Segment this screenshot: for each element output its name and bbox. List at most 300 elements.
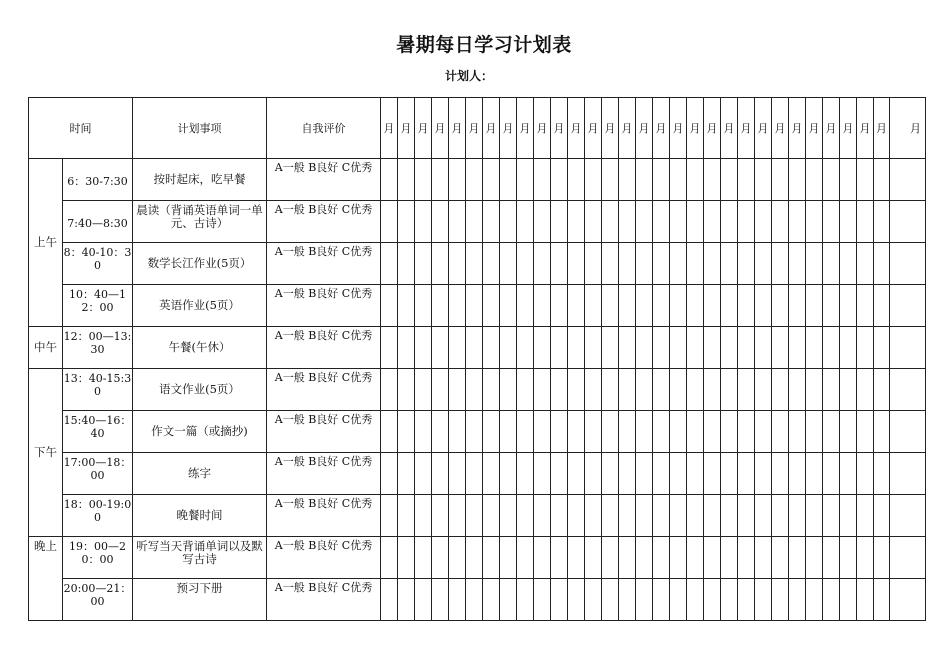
check-cell[interactable] [687,159,704,201]
check-cell[interactable] [874,579,890,621]
check-cell[interactable] [890,537,926,579]
check-cell[interactable] [398,495,415,537]
check-cell[interactable] [840,369,857,411]
check-cell[interactable] [738,285,755,327]
check-cell[interactable] [857,285,874,327]
check-cell[interactable] [636,285,653,327]
check-cell[interactable] [619,411,636,453]
check-cell[interactable] [602,537,619,579]
check-cell[interactable] [704,579,721,621]
check-cell[interactable] [568,537,585,579]
check-cell[interactable] [483,411,500,453]
check-cell[interactable] [755,285,772,327]
check-cell[interactable] [704,201,721,243]
check-cell[interactable] [551,579,568,621]
check-cell[interactable] [670,369,687,411]
check-cell[interactable] [687,285,704,327]
check-cell[interactable] [823,201,840,243]
check-cell[interactable] [806,411,823,453]
check-cell[interactable] [704,369,721,411]
check-cell[interactable] [483,537,500,579]
check-cell[interactable] [823,495,840,537]
check-cell[interactable] [874,495,890,537]
check-cell[interactable] [466,495,483,537]
check-cell[interactable] [381,243,398,285]
check-cell[interactable] [721,495,738,537]
check-cell[interactable] [874,243,890,285]
check-cell[interactable] [466,285,483,327]
check-cell[interactable] [398,159,415,201]
check-cell[interactable] [789,159,806,201]
check-cell[interactable] [840,537,857,579]
check-cell[interactable] [483,159,500,201]
check-cell[interactable] [890,243,926,285]
check-cell[interactable] [772,369,789,411]
check-cell[interactable] [381,159,398,201]
check-cell[interactable] [755,411,772,453]
check-cell[interactable] [636,243,653,285]
check-cell[interactable] [890,411,926,453]
check-cell[interactable] [398,285,415,327]
check-cell[interactable] [602,369,619,411]
check-cell[interactable] [857,159,874,201]
check-cell[interactable] [823,453,840,495]
check-cell[interactable] [398,411,415,453]
check-cell[interactable] [653,453,670,495]
check-cell[interactable] [398,537,415,579]
check-cell[interactable] [738,537,755,579]
check-cell[interactable] [619,159,636,201]
check-cell[interactable] [585,453,602,495]
check-cell[interactable] [585,285,602,327]
check-cell[interactable] [806,495,823,537]
check-cell[interactable] [568,285,585,327]
check-cell[interactable] [551,285,568,327]
check-cell[interactable] [432,159,449,201]
check-cell[interactable] [738,411,755,453]
check-cell[interactable] [687,369,704,411]
check-cell[interactable] [636,495,653,537]
check-cell[interactable] [636,579,653,621]
check-cell[interactable] [806,201,823,243]
check-cell[interactable] [483,369,500,411]
check-cell[interactable] [789,285,806,327]
check-cell[interactable] [551,159,568,201]
check-cell[interactable] [449,327,466,369]
check-cell[interactable] [500,243,517,285]
check-cell[interactable] [517,327,534,369]
check-cell[interactable] [755,369,772,411]
check-cell[interactable] [653,537,670,579]
check-cell[interactable] [466,201,483,243]
check-cell[interactable] [738,369,755,411]
check-cell[interactable] [806,327,823,369]
check-cell[interactable] [772,159,789,201]
check-cell[interactable] [653,327,670,369]
check-cell[interactable] [500,201,517,243]
check-cell[interactable] [534,159,551,201]
check-cell[interactable] [823,327,840,369]
check-cell[interactable] [840,453,857,495]
check-cell[interactable] [772,537,789,579]
check-cell[interactable] [890,453,926,495]
check-cell[interactable] [585,243,602,285]
check-cell[interactable] [568,327,585,369]
check-cell[interactable] [772,243,789,285]
check-cell[interactable] [517,495,534,537]
check-cell[interactable] [517,579,534,621]
check-cell[interactable] [568,411,585,453]
check-cell[interactable] [568,243,585,285]
check-cell[interactable] [619,243,636,285]
check-cell[interactable] [500,285,517,327]
check-cell[interactable] [534,579,551,621]
check-cell[interactable] [789,495,806,537]
check-cell[interactable] [449,537,466,579]
check-cell[interactable] [500,159,517,201]
check-cell[interactable] [890,495,926,537]
check-cell[interactable] [534,411,551,453]
check-cell[interactable] [687,579,704,621]
check-cell[interactable] [517,537,534,579]
check-cell[interactable] [432,201,449,243]
check-cell[interactable] [585,579,602,621]
check-cell[interactable] [874,285,890,327]
check-cell[interactable] [415,495,432,537]
check-cell[interactable] [670,495,687,537]
check-cell[interactable] [857,243,874,285]
check-cell[interactable] [619,285,636,327]
check-cell[interactable] [874,369,890,411]
check-cell[interactable] [772,327,789,369]
check-cell[interactable] [449,411,466,453]
check-cell[interactable] [721,579,738,621]
check-cell[interactable] [534,537,551,579]
check-cell[interactable] [874,201,890,243]
check-cell[interactable] [517,285,534,327]
check-cell[interactable] [381,285,398,327]
check-cell[interactable] [755,201,772,243]
check-cell[interactable] [585,369,602,411]
check-cell[interactable] [890,369,926,411]
check-cell[interactable] [636,327,653,369]
check-cell[interactable] [551,369,568,411]
check-cell[interactable] [890,159,926,201]
check-cell[interactable] [738,243,755,285]
check-cell[interactable] [381,495,398,537]
check-cell[interactable] [704,159,721,201]
check-cell[interactable] [840,327,857,369]
check-cell[interactable] [483,327,500,369]
check-cell[interactable] [415,411,432,453]
check-cell[interactable] [483,285,500,327]
check-cell[interactable] [738,579,755,621]
check-cell[interactable] [789,411,806,453]
check-cell[interactable] [772,201,789,243]
check-cell[interactable] [670,327,687,369]
check-cell[interactable] [517,369,534,411]
check-cell[interactable] [738,327,755,369]
check-cell[interactable] [772,579,789,621]
check-cell[interactable] [449,453,466,495]
check-cell[interactable] [789,453,806,495]
check-cell[interactable] [772,453,789,495]
check-cell[interactable] [738,201,755,243]
check-cell[interactable] [500,579,517,621]
check-cell[interactable] [670,159,687,201]
check-cell[interactable] [432,495,449,537]
check-cell[interactable] [755,327,772,369]
check-cell[interactable] [738,495,755,537]
check-cell[interactable] [687,453,704,495]
check-cell[interactable] [551,201,568,243]
check-cell[interactable] [602,411,619,453]
check-cell[interactable] [517,453,534,495]
check-cell[interactable] [857,453,874,495]
check-cell[interactable] [704,327,721,369]
check-cell[interactable] [840,243,857,285]
check-cell[interactable] [500,327,517,369]
check-cell[interactable] [704,285,721,327]
check-cell[interactable] [381,369,398,411]
check-cell[interactable] [432,243,449,285]
check-cell[interactable] [551,327,568,369]
check-cell[interactable] [670,411,687,453]
check-cell[interactable] [466,327,483,369]
check-cell[interactable] [415,201,432,243]
check-cell[interactable] [381,537,398,579]
check-cell[interactable] [874,411,890,453]
check-cell[interactable] [381,453,398,495]
check-cell[interactable] [449,285,466,327]
check-cell[interactable] [398,453,415,495]
check-cell[interactable] [602,327,619,369]
check-cell[interactable] [483,201,500,243]
check-cell[interactable] [755,159,772,201]
check-cell[interactable] [449,201,466,243]
check-cell[interactable] [466,537,483,579]
check-cell[interactable] [500,369,517,411]
check-cell[interactable] [857,537,874,579]
check-cell[interactable] [517,159,534,201]
check-cell[interactable] [789,537,806,579]
check-cell[interactable] [449,369,466,411]
check-cell[interactable] [483,495,500,537]
check-cell[interactable] [704,495,721,537]
check-cell[interactable] [432,411,449,453]
check-cell[interactable] [840,411,857,453]
check-cell[interactable] [806,453,823,495]
check-cell[interactable] [721,285,738,327]
check-cell[interactable] [636,453,653,495]
check-cell[interactable] [772,411,789,453]
check-cell[interactable] [619,201,636,243]
check-cell[interactable] [398,579,415,621]
check-cell[interactable] [517,201,534,243]
check-cell[interactable] [585,495,602,537]
check-cell[interactable] [551,453,568,495]
check-cell[interactable] [415,285,432,327]
check-cell[interactable] [568,159,585,201]
check-cell[interactable] [432,285,449,327]
check-cell[interactable] [415,159,432,201]
check-cell[interactable] [619,495,636,537]
check-cell[interactable] [585,411,602,453]
check-cell[interactable] [534,495,551,537]
check-cell[interactable] [823,411,840,453]
check-cell[interactable] [890,579,926,621]
check-cell[interactable] [721,411,738,453]
check-cell[interactable] [840,159,857,201]
check-cell[interactable] [415,369,432,411]
check-cell[interactable] [653,285,670,327]
check-cell[interactable] [432,537,449,579]
check-cell[interactable] [840,495,857,537]
check-cell[interactable] [823,285,840,327]
check-cell[interactable] [500,453,517,495]
check-cell[interactable] [585,537,602,579]
check-cell[interactable] [568,453,585,495]
check-cell[interactable] [432,369,449,411]
check-cell[interactable] [670,453,687,495]
check-cell[interactable] [381,201,398,243]
check-cell[interactable] [874,159,890,201]
check-cell[interactable] [415,453,432,495]
check-cell[interactable] [704,411,721,453]
check-cell[interactable] [619,369,636,411]
check-cell[interactable] [874,537,890,579]
check-cell[interactable] [398,201,415,243]
check-cell[interactable] [551,537,568,579]
check-cell[interactable] [381,327,398,369]
check-cell[interactable] [415,327,432,369]
check-cell[interactable] [670,537,687,579]
check-cell[interactable] [398,369,415,411]
check-cell[interactable] [823,159,840,201]
check-cell[interactable] [789,201,806,243]
check-cell[interactable] [619,579,636,621]
check-cell[interactable] [534,201,551,243]
check-cell[interactable] [585,159,602,201]
check-cell[interactable] [636,369,653,411]
check-cell[interactable] [415,243,432,285]
check-cell[interactable] [789,579,806,621]
check-cell[interactable] [500,411,517,453]
check-cell[interactable] [806,579,823,621]
check-cell[interactable] [466,453,483,495]
check-cell[interactable] [568,201,585,243]
check-cell[interactable] [466,369,483,411]
check-cell[interactable] [874,327,890,369]
check-cell[interactable] [415,579,432,621]
check-cell[interactable] [721,453,738,495]
check-cell[interactable] [500,537,517,579]
check-cell[interactable] [670,201,687,243]
check-cell[interactable] [772,495,789,537]
check-cell[interactable] [806,285,823,327]
check-cell[interactable] [772,285,789,327]
check-cell[interactable] [551,495,568,537]
check-cell[interactable] [653,579,670,621]
check-cell[interactable] [721,327,738,369]
check-cell[interactable] [890,327,926,369]
check-cell[interactable] [483,243,500,285]
check-cell[interactable] [653,369,670,411]
check-cell[interactable] [687,495,704,537]
check-cell[interactable] [823,243,840,285]
check-cell[interactable] [704,243,721,285]
check-cell[interactable] [653,243,670,285]
check-cell[interactable] [534,243,551,285]
check-cell[interactable] [653,201,670,243]
check-cell[interactable] [619,537,636,579]
check-cell[interactable] [449,159,466,201]
check-cell[interactable] [466,579,483,621]
check-cell[interactable] [721,369,738,411]
check-cell[interactable] [517,243,534,285]
check-cell[interactable] [534,369,551,411]
check-cell[interactable] [568,495,585,537]
check-cell[interactable] [432,579,449,621]
check-cell[interactable] [738,453,755,495]
check-cell[interactable] [534,453,551,495]
check-cell[interactable] [890,201,926,243]
check-cell[interactable] [602,579,619,621]
check-cell[interactable] [602,201,619,243]
check-cell[interactable] [602,495,619,537]
check-cell[interactable] [687,243,704,285]
check-cell[interactable] [449,495,466,537]
check-cell[interactable] [789,327,806,369]
check-cell[interactable] [483,579,500,621]
check-cell[interactable] [857,495,874,537]
check-cell[interactable] [415,537,432,579]
check-cell[interactable] [636,537,653,579]
check-cell[interactable] [704,537,721,579]
check-cell[interactable] [721,243,738,285]
check-cell[interactable] [449,579,466,621]
check-cell[interactable] [585,201,602,243]
check-cell[interactable] [466,159,483,201]
check-cell[interactable] [636,159,653,201]
check-cell[interactable] [789,243,806,285]
check-cell[interactable] [534,285,551,327]
check-cell[interactable] [721,201,738,243]
check-cell[interactable] [381,411,398,453]
check-cell[interactable] [721,537,738,579]
check-cell[interactable] [857,369,874,411]
check-cell[interactable] [551,243,568,285]
check-cell[interactable] [636,411,653,453]
check-cell[interactable] [806,159,823,201]
check-cell[interactable] [806,537,823,579]
check-cell[interactable] [857,579,874,621]
check-cell[interactable] [857,327,874,369]
check-cell[interactable] [755,243,772,285]
check-cell[interactable] [721,159,738,201]
check-cell[interactable] [755,453,772,495]
check-cell[interactable] [840,579,857,621]
check-cell[interactable] [602,243,619,285]
check-cell[interactable] [653,411,670,453]
check-cell[interactable] [755,579,772,621]
check-cell[interactable] [432,327,449,369]
check-cell[interactable] [857,201,874,243]
check-cell[interactable] [636,201,653,243]
check-cell[interactable] [806,369,823,411]
check-cell[interactable] [398,243,415,285]
check-cell[interactable] [890,285,926,327]
